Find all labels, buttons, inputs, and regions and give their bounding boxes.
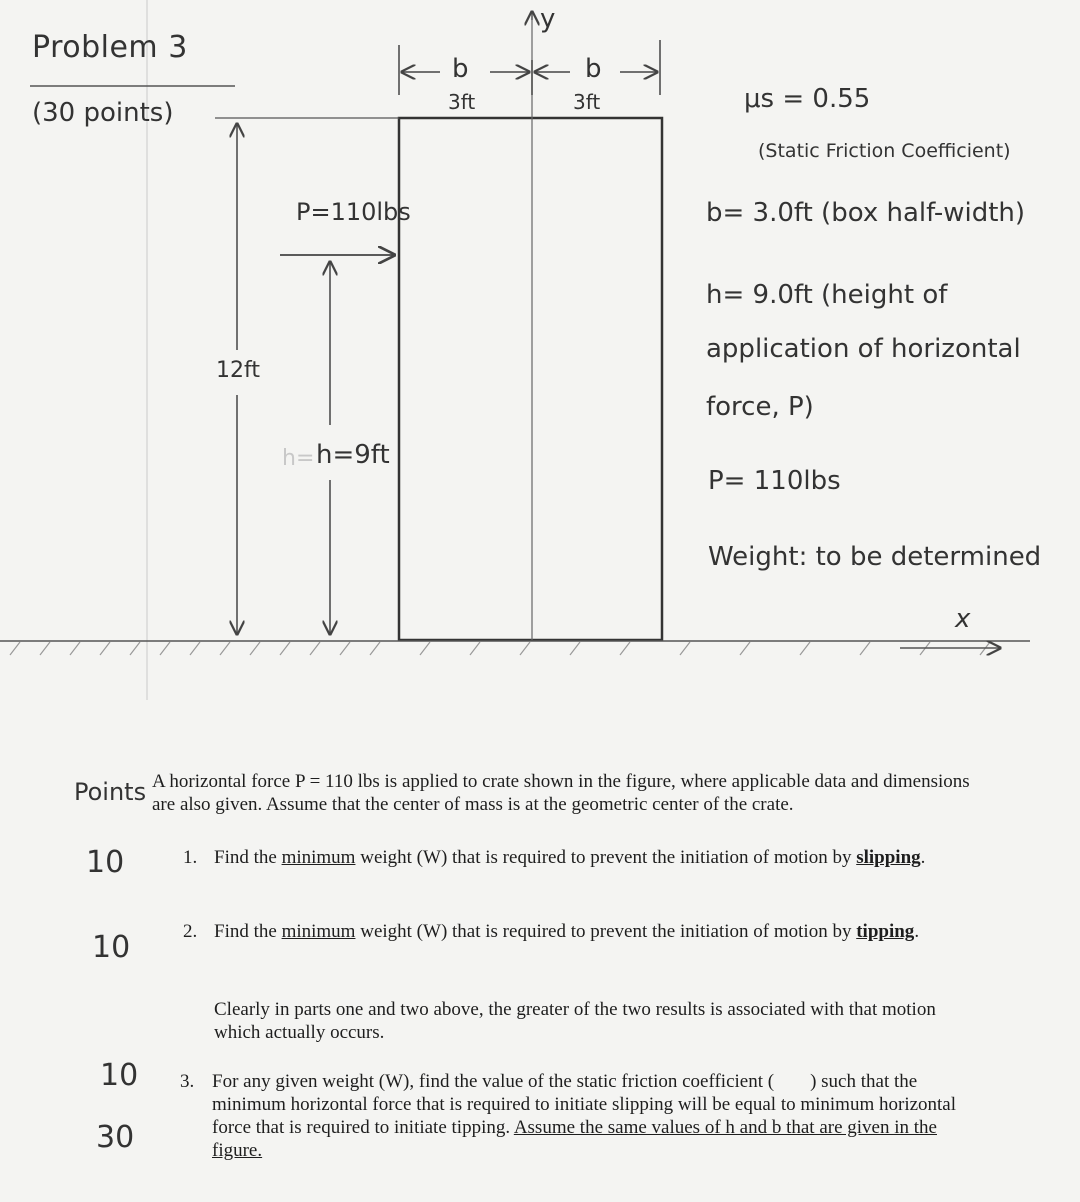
force-p-label: P=110lbs: [296, 198, 411, 226]
ground-hatching: [10, 642, 990, 655]
given-h-line1: h= 9.0ft (height of: [706, 280, 948, 310]
points-part1: 10: [86, 845, 125, 880]
clarifying-note: Clearly in parts one and two above, the greater of the two results is associated with that motion which actually occurs.: [214, 999, 936, 1043]
question-1: Find the minimum weight (W) that is required to prevent the initiation of motion by slipping.: [214, 847, 926, 868]
problem-intro: A horizontal force P = 110 lbs is applied to crate shown in the figure, where applicable data and dimensions are also given. Assume that the center of mass is at the geometric center of the crate.: [152, 771, 970, 815]
points-part2: 10: [92, 930, 131, 965]
q2-number: 2.: [183, 921, 198, 942]
given-mu-s: μs = 0.55: [744, 84, 871, 114]
q1-number: 1.: [183, 847, 198, 868]
y-axis-label: y: [540, 4, 556, 34]
given-p: P= 110lbs: [708, 466, 841, 496]
question-2: Find the minimum weight (W) that is required to prevent the initiation of motion by tipping.: [214, 921, 920, 942]
h-dimension-label: h=9ft: [316, 440, 390, 470]
h-ghost-label: h=: [282, 446, 315, 471]
given-h-line3: force, P): [706, 392, 814, 422]
question-3: For any given weight (W), find the value of the static friction coefficient ( ) such that the minimum horizontal force that is required to initiate slipping will be equal to minimum horizontal force that is required to initiate tipping. Assume the same values of h and b that are given in the figure.: [212, 1071, 957, 1161]
given-weight: Weight: to be determined: [708, 542, 1042, 572]
given-mu-s-note: (Static Friction Coefficient): [758, 140, 1011, 162]
height-12ft-label: 12ft: [216, 358, 260, 383]
q3-number: 3.: [180, 1071, 195, 1092]
x-axis-label: x: [955, 604, 971, 634]
crate-box: [399, 118, 662, 640]
points-heading: Points: [74, 778, 147, 806]
problem-title: Problem 3: [32, 30, 188, 65]
points-total: 30: [96, 1120, 135, 1155]
given-b: b= 3.0ft (box half-width): [706, 198, 1026, 228]
dim-b-right-value: 3ft: [573, 90, 601, 114]
problem-points: (30 points): [32, 98, 174, 128]
dim-b-right-label: b: [585, 54, 602, 84]
dim-b-left-value: 3ft: [448, 90, 476, 114]
dim-b-left-label: b: [452, 54, 469, 84]
points-part3: 10: [100, 1058, 139, 1093]
given-h-line2: application of horizontal: [706, 334, 1021, 364]
